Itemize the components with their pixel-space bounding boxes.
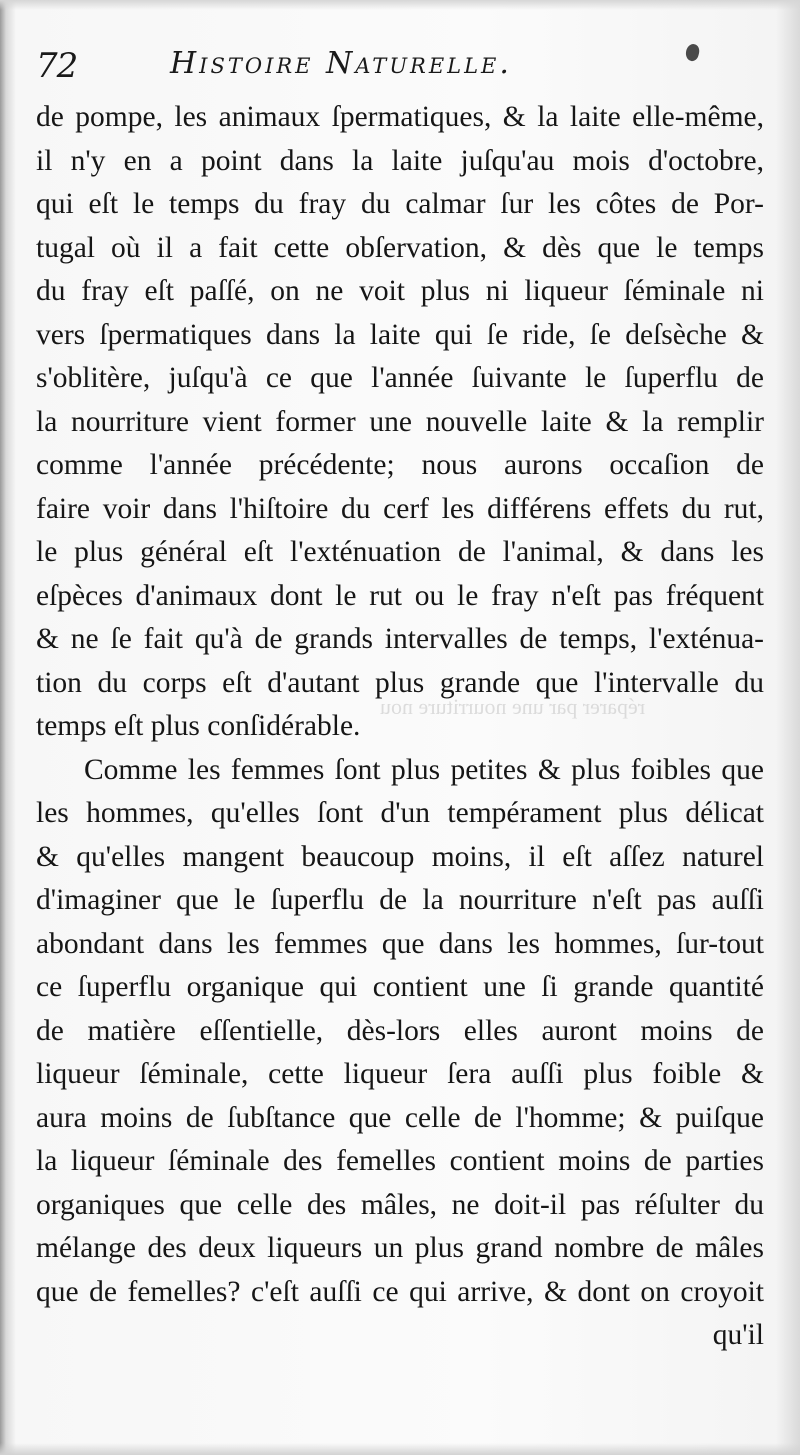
text-line: organiques que celle des mâles, ne doit-il pas réſulter du [36, 1188, 764, 1221]
bleed-through-text: réparer par une nourriture nou [380, 694, 646, 719]
text-line: tugal où il a fait cette obſervation, & dès que le temps [36, 231, 764, 264]
text-line: de matière eſſentielle, dès-lors elles auront moins de [36, 1014, 764, 1047]
text-line: de pompe, les animaux ſpermatiques, & la laite elle-même, [36, 101, 764, 133]
text-line: ce ſuperflu organique qui contient une ſi grande quantité [36, 971, 764, 1003]
text-line: d'imaginer que le ſuperflu de la nourriture n'eſt pas auſſi [36, 884, 764, 916]
text-line: abondant dans les femmes que dans les hommes, ſur-tout [36, 927, 764, 960]
text-line: il n'y en a point dans la laite juſqu'au mois d'octobre, [36, 144, 764, 177]
text-line: vers ſpermatiques dans la laite qui ſe ride, ſe deſsèche & [36, 318, 764, 351]
text-line: du fray eſt paſſé, on ne voit plus ni liqueur ſéminale ni [36, 275, 764, 307]
text-line: que de femelles? c'eſt auſſi ce qui arrive, & dont on croyoit [36, 1275, 764, 1308]
text-line: la liqueur ſéminale des femelles contient moins de parties [36, 1145, 764, 1177]
page-number: 72 [36, 46, 78, 86]
text-line: & ne ſe fait qu'à de grands intervalles de temps, l'exténua- [36, 623, 764, 655]
text-line: s'oblitère, juſqu'à ce que l'année ſuivante le ſuperflu de [36, 362, 764, 394]
text-line: le plus général eſt l'exténuation de l'animal, & dans les [36, 536, 764, 568]
catchword: qu'il [712, 1319, 764, 1351]
text-line: faire voir dans l'hiſtoire du cerf les différens effets du rut, [36, 492, 764, 525]
text-line: qui eſt le temps du fray du calmar ſur les côtes de Por- [36, 188, 764, 220]
text-line: liqueur ſéminale, cette liqueur ſera auſſi plus foible & [36, 1058, 764, 1090]
text-line: temps eſt plus conſidérable. [36, 710, 361, 742]
text-line: les hommes, qu'elles ſont d'un tempérament plus délicat [36, 797, 764, 829]
paragraph-1 [36, 96, 764, 749]
running-title: Histoire Naturelle. [170, 46, 512, 81]
text-line: comme l'année précédente; nous aurons occaſion de [36, 449, 764, 481]
text-line: tion du corps eſt d'autant plus grande que l'intervalle du [36, 666, 764, 699]
text-line: la nourriture vient former une nouvelle laite & la remplir [36, 405, 764, 438]
text-line: & qu'elles mangent beaucoup moins, il eſt aſſez naturel [36, 840, 764, 873]
ink-blot-mark [684, 43, 701, 63]
text-line: aura moins de ſubſtance que celle de l'homme; & puiſque [36, 1101, 764, 1134]
page-header [36, 44, 736, 94]
body-text [36, 96, 764, 1358]
text-line: mélange des deux liqueurs un plus grand nombre de mâles [36, 1232, 764, 1264]
paragraph-2 [36, 749, 764, 1315]
text-line: eſpèces d'animaux dont le rut ou le fray n'eſt pas fréquent [36, 579, 764, 612]
text-line: Comme les femmes ſont plus petites & plus foibles que [84, 753, 764, 786]
